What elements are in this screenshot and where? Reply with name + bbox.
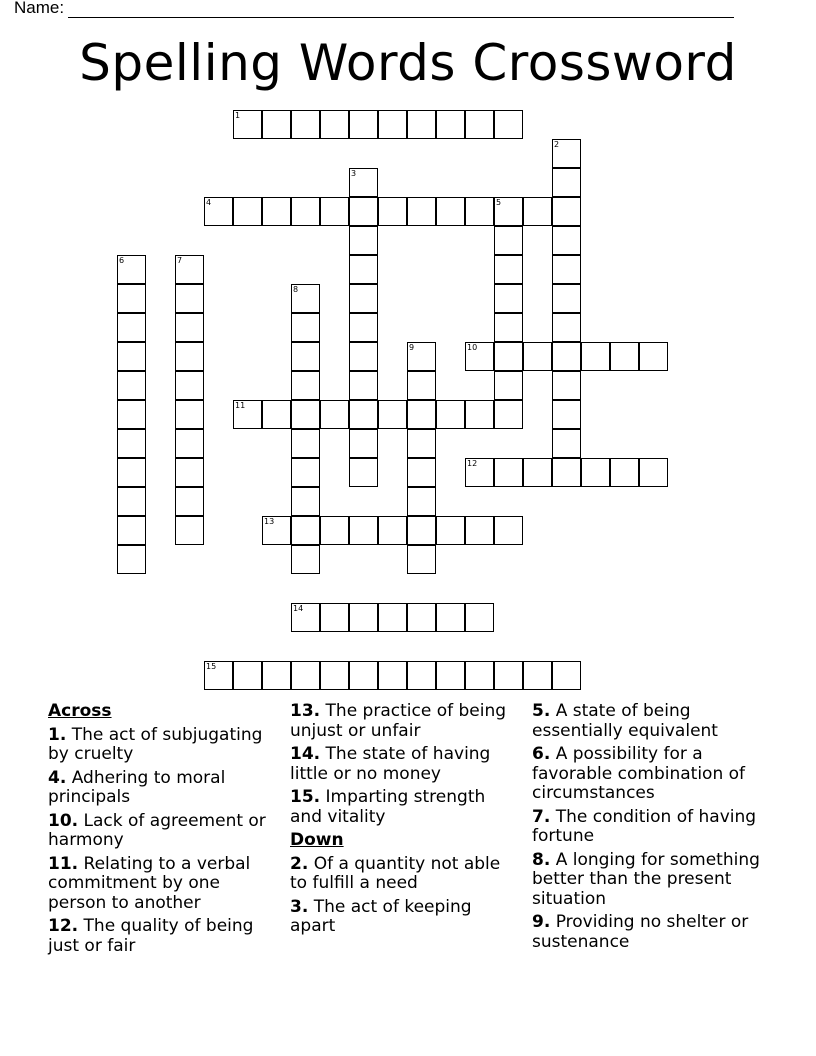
crossword-cell[interactable] xyxy=(407,342,436,371)
crossword-cell[interactable] xyxy=(494,226,523,255)
crossword-cell[interactable] xyxy=(407,661,436,690)
crossword-cell[interactable] xyxy=(523,342,552,371)
crossword-cell[interactable] xyxy=(581,342,610,371)
clue-number: 6. xyxy=(532,744,551,764)
crossword-cell[interactable] xyxy=(349,516,378,545)
clue-number: 1. xyxy=(48,724,67,745)
clue-down-2 xyxy=(290,855,522,894)
crossword-cell[interactable] xyxy=(639,342,668,371)
cell-number: 6 xyxy=(119,256,125,265)
crossword-cell[interactable] xyxy=(465,197,494,226)
crossword-cell[interactable] xyxy=(262,110,291,139)
crossword-cell[interactable] xyxy=(494,661,523,690)
clue-text: A possibility for a favorable combination of circumstances xyxy=(532,744,746,803)
clue-number: 13. xyxy=(290,701,321,721)
crossword-cell[interactable] xyxy=(639,458,668,487)
crossword-cell[interactable] xyxy=(552,371,581,400)
clue-across-14 xyxy=(290,745,522,784)
crossword-cell[interactable] xyxy=(407,603,436,632)
crossword-cell[interactable] xyxy=(175,342,204,371)
crossword-cell[interactable] xyxy=(175,400,204,429)
crossword-cell[interactable] xyxy=(610,342,639,371)
crossword-cell[interactable] xyxy=(349,197,378,226)
crossword-cell[interactable] xyxy=(175,487,204,516)
cell-number: 3 xyxy=(351,169,357,178)
crossword-cell[interactable] xyxy=(436,197,465,226)
crossword-cell[interactable] xyxy=(494,342,523,371)
cell-number: 1 xyxy=(235,111,241,120)
crossword-cell[interactable] xyxy=(349,313,378,342)
clue-number: 15. xyxy=(290,787,321,807)
crossword-cell[interactable] xyxy=(523,197,552,226)
clue-down-5 xyxy=(532,702,768,741)
crossword-cell[interactable] xyxy=(291,429,320,458)
clue-text: The quality of being just or fair xyxy=(48,916,254,956)
crossword-cell[interactable] xyxy=(378,516,407,545)
crossword-cell[interactable] xyxy=(262,516,291,545)
crossword-cell[interactable] xyxy=(291,487,320,516)
crossword-cell[interactable] xyxy=(204,197,233,226)
clue-down-6 xyxy=(532,745,768,804)
crossword-cell[interactable] xyxy=(175,516,204,545)
crossword-cell[interactable] xyxy=(117,400,146,429)
crossword-cell[interactable] xyxy=(117,429,146,458)
crossword-cell[interactable] xyxy=(465,661,494,690)
crossword-cell[interactable] xyxy=(465,516,494,545)
clue-across-13 xyxy=(290,702,522,741)
crossword-cell[interactable] xyxy=(291,661,320,690)
crossword-cell[interactable] xyxy=(436,110,465,139)
clue-down-8 xyxy=(532,851,768,910)
crossword-cell[interactable] xyxy=(552,197,581,226)
crossword-cell[interactable] xyxy=(349,400,378,429)
crossword-cell[interactable] xyxy=(494,313,523,342)
crossword-cell[interactable] xyxy=(378,197,407,226)
crossword-cell[interactable] xyxy=(262,400,291,429)
crossword-cell[interactable] xyxy=(291,458,320,487)
crossword-cell[interactable] xyxy=(581,458,610,487)
crossword-cell[interactable] xyxy=(349,168,378,197)
clue-text: Lack of agreement or harmony xyxy=(48,810,266,850)
crossword-cell[interactable] xyxy=(349,342,378,371)
crossword-cell[interactable] xyxy=(291,545,320,574)
crossword-cell[interactable] xyxy=(494,284,523,313)
crossword-cell[interactable] xyxy=(552,168,581,197)
crossword-cell[interactable] xyxy=(262,661,291,690)
crossword-cell[interactable] xyxy=(233,400,262,429)
crossword-cell[interactable] xyxy=(117,284,146,313)
cell-number: 13 xyxy=(264,517,275,526)
clue-text: The condition of having fortune xyxy=(532,806,757,846)
clue-text: Providing no shelter or sustenance xyxy=(532,912,749,952)
crossword-cell[interactable] xyxy=(291,197,320,226)
crossword-cell[interactable] xyxy=(117,313,146,342)
cell-number: 4 xyxy=(206,198,212,207)
crossword-cell[interactable] xyxy=(552,661,581,690)
crossword-cell[interactable] xyxy=(407,516,436,545)
crossword-cell[interactable] xyxy=(552,139,581,168)
crossword-cell[interactable] xyxy=(523,661,552,690)
crossword-cell[interactable] xyxy=(320,661,349,690)
clue-number: 14. xyxy=(290,744,321,764)
cell-number: 12 xyxy=(467,459,478,468)
clue-column-1 xyxy=(48,702,280,960)
crossword-cell[interactable] xyxy=(494,255,523,284)
crossword-cell[interactable] xyxy=(117,545,146,574)
clue-text: Of a quantity not able to fulfill a need xyxy=(290,853,501,893)
crossword-cell[interactable] xyxy=(552,429,581,458)
crossword-cell[interactable] xyxy=(494,516,523,545)
crossword-cell[interactable] xyxy=(320,197,349,226)
crossword-cell[interactable] xyxy=(349,429,378,458)
crossword-cell[interactable] xyxy=(291,603,320,632)
crossword-cell[interactable] xyxy=(465,458,494,487)
clue-across-11 xyxy=(48,855,280,914)
clue-number: 3. xyxy=(290,896,309,917)
crossword-cell[interactable] xyxy=(465,110,494,139)
crossword-cell[interactable] xyxy=(378,603,407,632)
clue-text: The practice of being unjust or unfair xyxy=(290,701,507,741)
cell-number: 2 xyxy=(554,140,560,149)
crossword-cell[interactable] xyxy=(291,516,320,545)
crossword-cell[interactable] xyxy=(349,371,378,400)
cell-number: 8 xyxy=(293,285,299,294)
clue-down-7 xyxy=(532,808,768,847)
clue-across-15 xyxy=(290,788,522,827)
crossword-cell[interactable] xyxy=(494,371,523,400)
down-heading: Down xyxy=(290,830,344,850)
crossword-cell[interactable] xyxy=(349,255,378,284)
crossword-cell[interactable] xyxy=(552,255,581,284)
crossword-cell[interactable] xyxy=(465,400,494,429)
crossword-cell[interactable] xyxy=(117,516,146,545)
cell-number: 10 xyxy=(467,343,478,352)
crossword-cell[interactable] xyxy=(465,603,494,632)
clue-column-3 xyxy=(532,702,768,956)
clue-text: The state of having little or no money xyxy=(290,744,491,784)
crossword-cell[interactable] xyxy=(233,661,262,690)
crossword-cell[interactable] xyxy=(175,429,204,458)
clue-across-1 xyxy=(48,726,280,765)
crossword-cell[interactable] xyxy=(552,400,581,429)
cell-number: 11 xyxy=(235,401,246,410)
crossword-cell[interactable] xyxy=(407,487,436,516)
cell-number: 14 xyxy=(293,604,304,613)
crossword-cell[interactable] xyxy=(407,400,436,429)
clue-number: 11. xyxy=(48,853,79,874)
name-label: Name: xyxy=(14,0,65,17)
clue-number: 4. xyxy=(48,767,67,788)
crossword-cell[interactable] xyxy=(291,371,320,400)
crossword-cell[interactable] xyxy=(465,342,494,371)
crossword-cell[interactable] xyxy=(552,226,581,255)
crossword-cell[interactable] xyxy=(407,371,436,400)
clue-down-9 xyxy=(532,913,768,952)
clue-number: 10. xyxy=(48,810,79,831)
clue-across-12 xyxy=(48,917,280,956)
crossword-cell[interactable] xyxy=(552,313,581,342)
crossword-cell[interactable] xyxy=(378,110,407,139)
crossword-cell[interactable] xyxy=(262,197,291,226)
crossword-cell[interactable] xyxy=(175,458,204,487)
crossword-cell[interactable] xyxy=(233,197,262,226)
crossword-cell[interactable] xyxy=(175,284,204,313)
crossword-cell[interactable] xyxy=(320,400,349,429)
crossword-cell[interactable] xyxy=(552,342,581,371)
crossword-cell[interactable] xyxy=(204,661,233,690)
crossword-cell[interactable] xyxy=(494,400,523,429)
clue-number: 8. xyxy=(532,849,551,870)
clue-text: The act of keeping apart xyxy=(290,896,472,936)
crossword-cell[interactable] xyxy=(610,458,639,487)
crossword-cell[interactable] xyxy=(552,458,581,487)
crossword-cell[interactable] xyxy=(436,661,465,690)
crossword-cell[interactable] xyxy=(349,458,378,487)
clue-down-3 xyxy=(290,898,522,937)
crossword-cell[interactable] xyxy=(117,342,146,371)
crossword-cell[interactable] xyxy=(436,400,465,429)
crossword-cell[interactable] xyxy=(494,458,523,487)
crossword-cell[interactable] xyxy=(291,110,320,139)
clue-number: 5. xyxy=(532,701,551,721)
crossword-cell[interactable] xyxy=(291,313,320,342)
crossword-cell[interactable] xyxy=(349,603,378,632)
cell-number: 9 xyxy=(409,343,415,352)
crossword-cell[interactable] xyxy=(494,197,523,226)
crossword-cell[interactable] xyxy=(320,516,349,545)
crossword-cell[interactable] xyxy=(407,197,436,226)
clue-number: 2. xyxy=(290,853,309,874)
crossword-cell[interactable] xyxy=(291,342,320,371)
crossword-cell[interactable] xyxy=(117,255,146,284)
clue-column-2 xyxy=(290,702,522,941)
crossword-cell[interactable] xyxy=(523,458,552,487)
across-heading: Across xyxy=(48,701,112,721)
clue-text: A longing for something better than the present situation xyxy=(532,849,760,909)
crossword-cell[interactable] xyxy=(117,371,146,400)
clue-text: The act of subjugating by cruelty xyxy=(48,724,263,764)
crossword-cell[interactable] xyxy=(291,284,320,313)
crossword-cell[interactable] xyxy=(407,458,436,487)
clue-text: Relating to a verbal commitment by one person to another xyxy=(48,853,251,913)
crossword-cell[interactable] xyxy=(117,458,146,487)
crossword-cell[interactable] xyxy=(320,603,349,632)
crossword-cell[interactable] xyxy=(117,487,146,516)
crossword-cell[interactable] xyxy=(407,110,436,139)
crossword-cell[interactable] xyxy=(175,313,204,342)
crossword-cell[interactable] xyxy=(407,545,436,574)
clue-across-10 xyxy=(48,812,280,851)
clue-number: 9. xyxy=(532,912,551,932)
crossword-cell[interactable] xyxy=(175,371,204,400)
crossword-cell[interactable] xyxy=(349,661,378,690)
clue-number: 7. xyxy=(532,806,551,827)
crossword-cell[interactable] xyxy=(175,255,204,284)
clue-number: 12. xyxy=(48,916,79,936)
page-title: Spelling Words Crossword xyxy=(79,34,737,92)
clue-text: A state of being essentially equivalent xyxy=(532,701,718,741)
crossword-cell[interactable] xyxy=(320,110,349,139)
crossword-cell[interactable] xyxy=(436,516,465,545)
crossword-cell[interactable] xyxy=(378,400,407,429)
crossword-cell[interactable] xyxy=(233,110,262,139)
crossword-cell[interactable] xyxy=(552,284,581,313)
crossword-cell[interactable] xyxy=(436,603,465,632)
clue-text: Imparting strength and vitality xyxy=(290,787,486,827)
cell-number: 15 xyxy=(206,662,217,671)
crossword-cell[interactable] xyxy=(349,110,378,139)
crossword-cell[interactable] xyxy=(494,110,523,139)
crossword-cell[interactable] xyxy=(407,429,436,458)
crossword-cell[interactable] xyxy=(349,226,378,255)
crossword-cell[interactable] xyxy=(349,284,378,313)
crossword-cell[interactable] xyxy=(378,661,407,690)
clue-text: Adhering to moral principals xyxy=(48,767,226,807)
cell-number: 7 xyxy=(177,256,183,265)
clue-across-4 xyxy=(48,769,280,808)
cell-number: 5 xyxy=(496,198,502,207)
crossword-cell[interactable] xyxy=(291,400,320,429)
